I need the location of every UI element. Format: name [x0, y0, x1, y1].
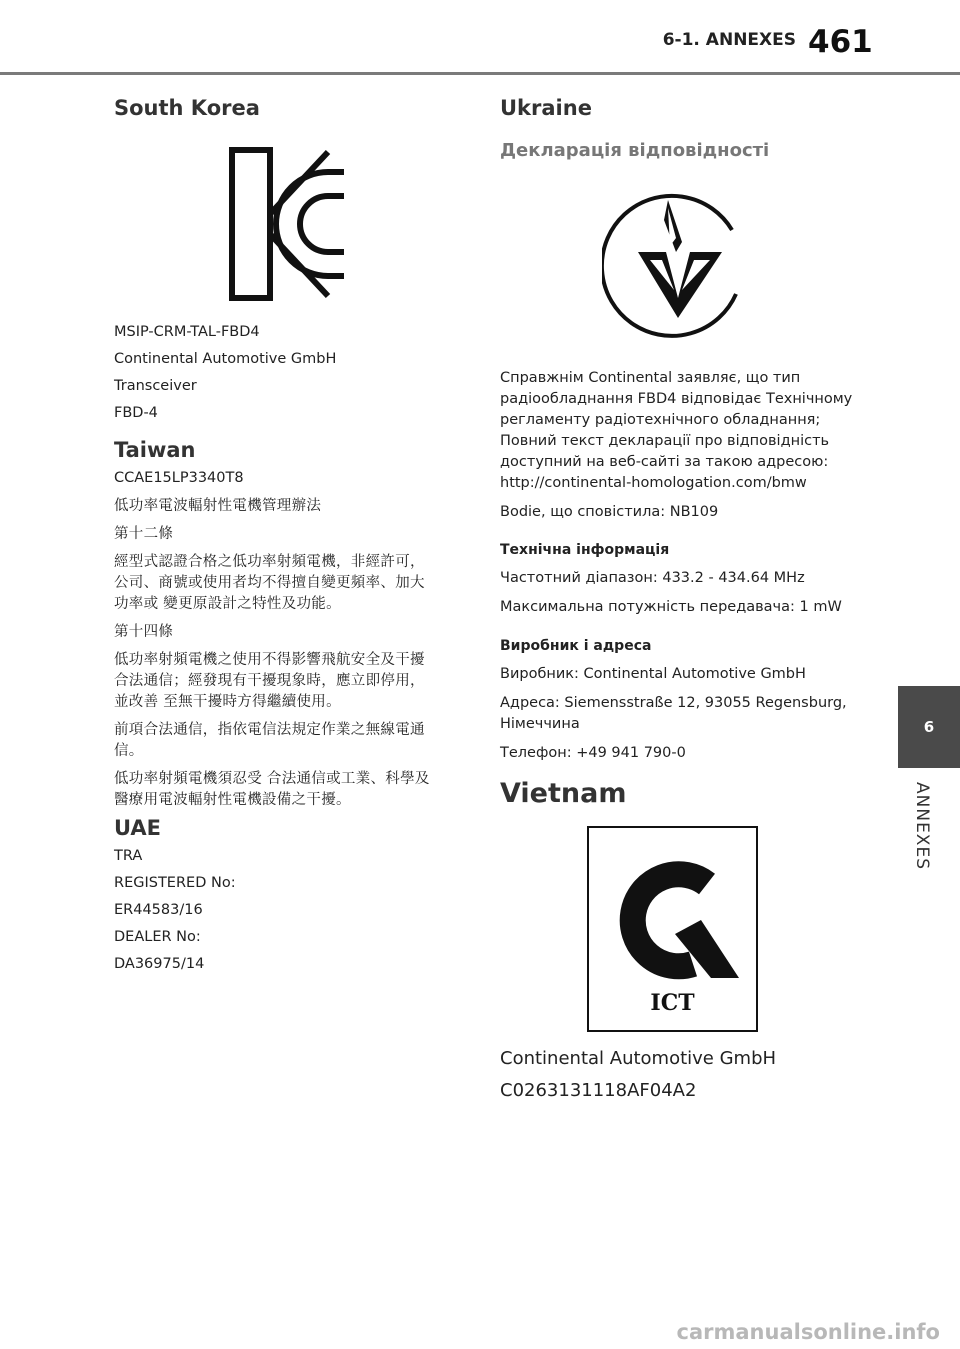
ua-declaration-line: доступний на веб-сайті за такою адресою:	[500, 454, 829, 470]
tw-text-line: 功率或 變更原設計之特性及功能。	[114, 596, 341, 612]
tw-regulation-title: 低功率電波輻射性電機管理辦法	[114, 498, 322, 514]
kr-registration: MSIP-CRM-TAL-FBD4	[114, 324, 260, 340]
ua-frequency-range: Частотний діапазон: 433.2 - 434.64 MHz	[500, 570, 805, 586]
ukraine-heading: Ukraine	[500, 96, 592, 120]
tw-text-line: 經型式認證合格之低功率射頻電機，非經許可，	[114, 554, 425, 570]
ua-declaration-line: Повний текст декларації про відповідність	[500, 433, 830, 449]
kr-company: Continental Automotive GmbH	[114, 351, 337, 367]
ict-logo-text: ICT	[650, 990, 695, 1016]
ict-logo	[587, 826, 758, 1032]
tw-text-line: 醫療用電波輻射性電機設備之干擾。	[114, 792, 351, 808]
tw-text-line: 並改善 至無干擾時方得繼續使用。	[114, 694, 341, 710]
ua-manufacturer: Виробник: Continental Automotive GmbH	[500, 666, 806, 682]
vietnam-heading: Vietnam	[500, 778, 627, 809]
header-divider	[0, 72, 960, 75]
uae-heading: UAE	[114, 816, 162, 840]
ukraine-declaration-heading: Декларація відповідності	[500, 140, 770, 161]
kr-device-type: Transceiver	[114, 378, 197, 394]
kc-mark-logo	[228, 146, 348, 302]
uae-dealer-number: DA36975/14	[114, 956, 205, 972]
uae-registered-label: REGISTERED No:	[114, 875, 236, 891]
chapter-tab-label: ANNEXES	[912, 782, 932, 870]
tw-text-line: 低功率射頻電機須忍受 合法通信或工業、科學及	[114, 771, 430, 787]
section-title: 6-1. ANNEXES	[662, 30, 796, 50]
ua-notified-body: Bodie, що сповістила: NB109	[500, 504, 719, 520]
tw-text-line: 信。	[114, 743, 144, 759]
vn-company: Continental Automotive GmbH	[500, 1048, 777, 1069]
tw-article-14: 第十四條	[114, 624, 174, 640]
ua-declaration-line: регламенту радіотехнічного обладнання;	[500, 412, 821, 428]
uae-authority: TRA	[114, 848, 143, 864]
tw-text-line: 前項合法通信，指依電信法規定作業之無線電通	[114, 722, 425, 738]
tw-text-line: 低功率射頻電機之使用不得影響飛航安全及干擾	[114, 652, 425, 668]
uae-registered-number: ER44583/16	[114, 902, 203, 918]
ua-address-line: Німеччина	[500, 716, 580, 732]
ua-declaration-url: http://continental-homologation.com/bmw	[500, 475, 807, 491]
ua-tech-info-heading: Технічна інформація	[500, 542, 670, 558]
ua-manufacturer-heading: Виробник і адреса	[500, 638, 652, 654]
tw-text-line: 合法通信；經發現有干擾現象時，應立即停用，	[114, 673, 425, 689]
ua-phone: Телефон: +49 941 790-0	[500, 745, 686, 761]
ukraine-conformity-mark	[602, 190, 754, 342]
ua-declaration-line: радіообладнання FBD4 відповідає Технічному	[500, 391, 853, 407]
ua-max-power: Максимальна потужність передавача: 1 mW	[500, 599, 842, 615]
page-number: 461	[808, 24, 873, 60]
taiwan-heading: Taiwan	[114, 438, 196, 462]
tw-code: CCAE15LP3340T8	[114, 470, 244, 486]
kr-model: FBD-4	[114, 405, 158, 421]
tw-article-12: 第十二條	[114, 526, 174, 542]
south-korea-heading: South Korea	[114, 96, 260, 120]
watermark: carmanualsonline.info	[676, 1320, 940, 1344]
tw-text-line: 公司、商號或使用者均不得擅自變更頻率、加大	[114, 575, 425, 591]
ua-declaration-line: Справжнім Continental заявляє, що тип	[500, 370, 801, 386]
ua-address-line: Адреса: Siemensstraße 12, 93055 Regensburg,	[500, 695, 847, 711]
vn-code: C0263131118AF04A2	[500, 1080, 697, 1101]
uae-dealer-label: DEALER No:	[114, 929, 201, 945]
chapter-tab[interactable]: 6	[898, 686, 960, 768]
